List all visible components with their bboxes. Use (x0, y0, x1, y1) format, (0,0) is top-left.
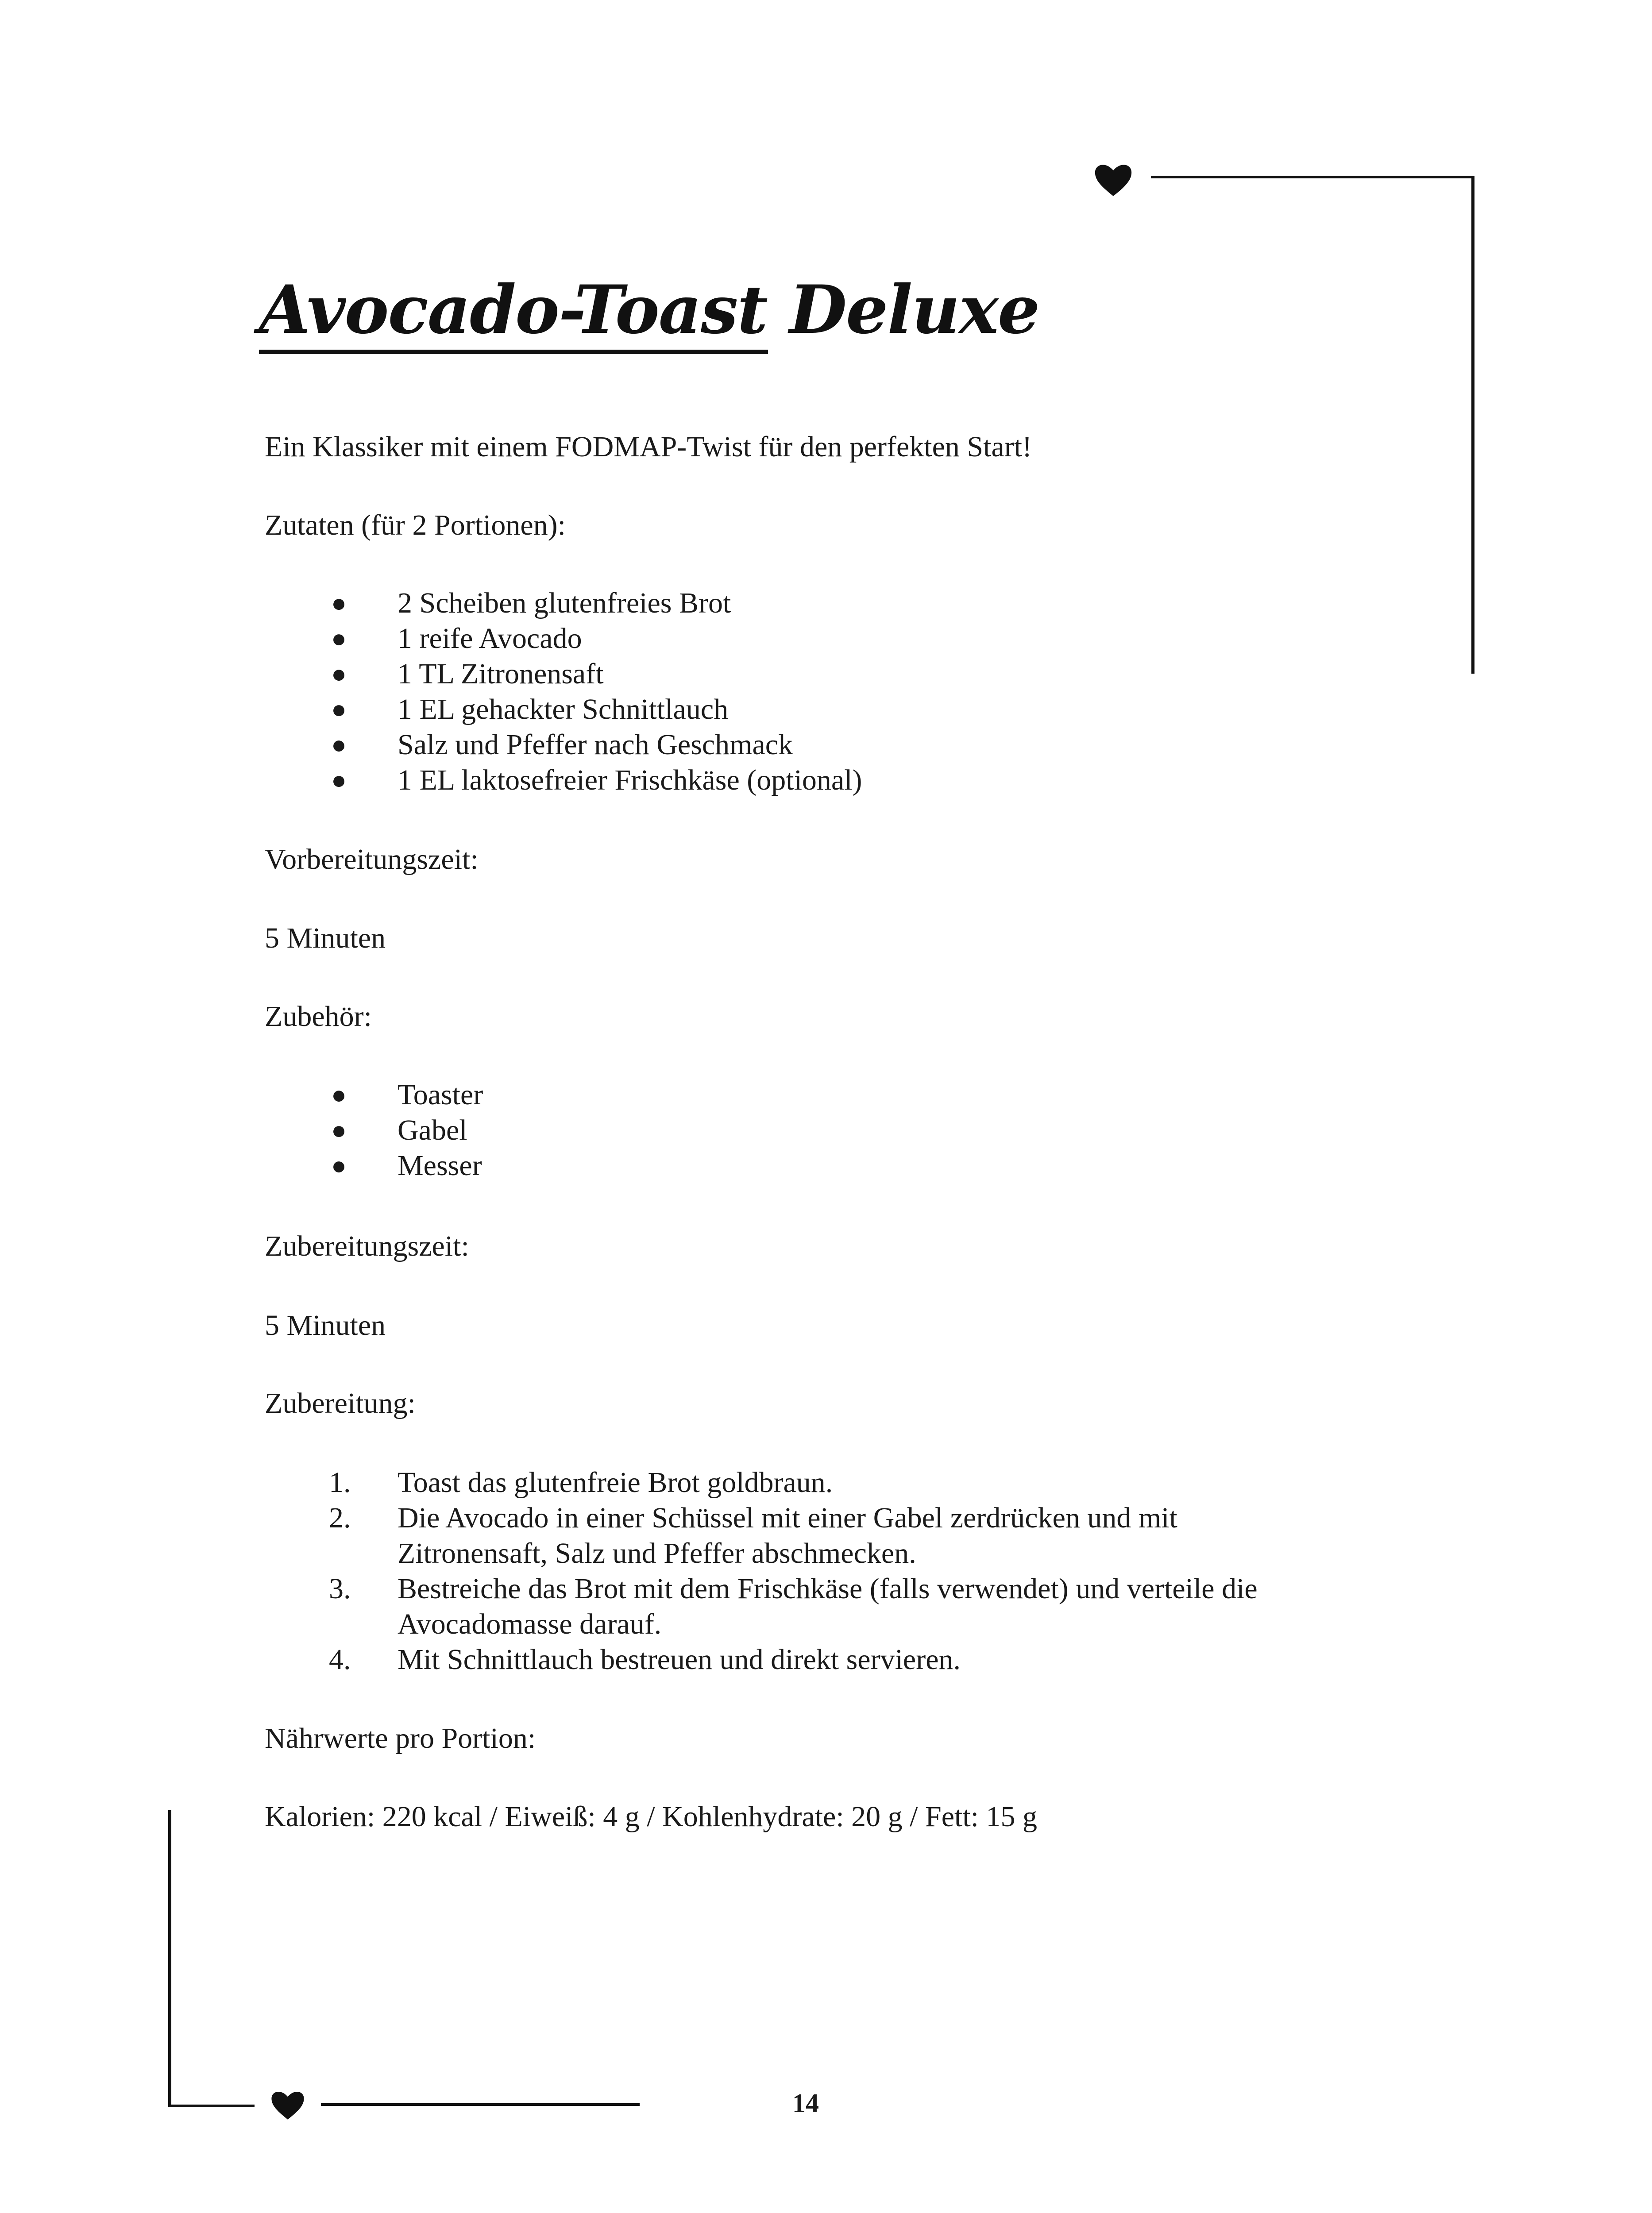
list-item: ● 1 EL laktosefreier Frischkäse (optional) (265, 763, 862, 798)
preparation-steps (265, 1465, 1258, 1677)
list-item: ● Messer (265, 1148, 483, 1184)
bullet: ● (331, 695, 347, 724)
frame-bottom-line-left (168, 2105, 255, 2107)
frame-bottom-line-right (321, 2103, 640, 2106)
title-underline (259, 350, 768, 354)
bullet: ● (331, 730, 347, 759)
bullet: ● (331, 1151, 347, 1180)
cook-time-value: 5 Minuten (265, 1309, 386, 1342)
recipe-title: Avocado-Toast Deluxe (259, 271, 1039, 349)
prep-time-heading: Vorbereitungszeit: (265, 843, 479, 875)
page-number: 14 (792, 2089, 819, 2118)
list-item: ● Gabel (265, 1113, 483, 1148)
step-number: 1. (329, 1466, 351, 1499)
preparation-heading: Zubereitung: (265, 1387, 416, 1419)
ingredients-heading: Zutaten (für 2 Portionen): (265, 509, 566, 541)
list-item: ● 1 reife Avocado (265, 621, 862, 656)
tools-list (265, 1077, 483, 1184)
nutrition-value: Kalorien: 220 kcal / Eiweiß: 4 g / Kohlenhydrate: 20 g / Fett: 15 g (265, 1800, 1038, 1833)
intro-text: Ein Klassiker mit einem FODMAP-Twist für den perfekten Start! (265, 431, 1032, 463)
step-number: 4. (329, 1643, 351, 1676)
list-item: ● 2 Scheiben glutenfreies Brot (265, 586, 862, 621)
bullet: ● (331, 766, 347, 794)
bullet: ● (331, 1080, 347, 1109)
heart-icon (1093, 162, 1133, 197)
frame-top-line (1151, 176, 1474, 178)
list-item: ● Toaster (265, 1077, 483, 1113)
list-item: ● 1 TL Zitronensaft (265, 656, 862, 692)
list-item: 2. Die Avocado in einer Schüssel mit einer Gabel zerdrücken und mit Zitronensaft, Salz und Pfeffer abschmecken. (265, 1500, 1258, 1571)
ingredients-list (265, 586, 862, 798)
step-number: 2. (329, 1502, 351, 1534)
bullet: ● (331, 1116, 347, 1145)
list-item: ● Salz und Pfeffer nach Geschmack (265, 727, 862, 763)
nutrition-heading: Nährwerte pro Portion: (265, 1722, 536, 1754)
list-item: 1. Toast das glutenfreie Brot goldbraun. (265, 1465, 1258, 1500)
bullet: ● (331, 589, 347, 617)
tools-heading: Zubehör: (265, 1000, 372, 1033)
step-number: 3. (329, 1573, 351, 1605)
prep-time-value: 5 Minuten (265, 922, 386, 954)
heart-icon (270, 2088, 305, 2121)
frame-left-line (168, 1810, 171, 2107)
bullet: ● (331, 624, 347, 653)
list-item: ● 1 EL gehackter Schnittlauch (265, 692, 862, 727)
cook-time-heading: Zubereitungszeit: (265, 1230, 469, 1262)
list-item: 4. Mit Schnittlauch bestreuen und direkt servieren. (265, 1642, 1258, 1677)
list-item: 3. Bestreiche das Brot mit dem Frischkäse (falls verwendet) und verteile die Avocadomasse darauf. (265, 1571, 1258, 1642)
bullet: ● (331, 659, 347, 688)
frame-right-line (1471, 176, 1474, 674)
